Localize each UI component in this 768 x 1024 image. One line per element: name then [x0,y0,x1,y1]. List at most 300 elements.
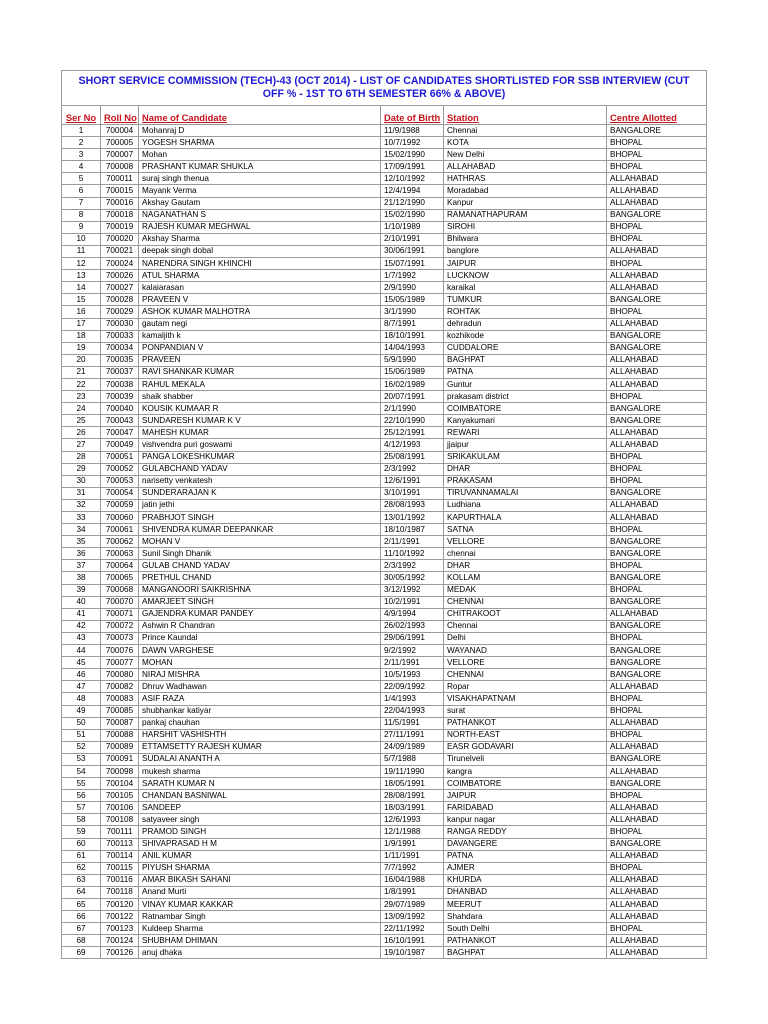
table-row [62,233,707,245]
candidate-name-cell: narisetty venkatesh [139,475,381,487]
table-row [62,620,707,632]
roll-no-cell: 700116 [101,874,139,886]
date-of-birth-cell: 11/9/1988 [381,125,444,137]
candidate-name-cell: vishvendra puri goswami [139,439,381,451]
table-row [62,245,707,257]
date-of-birth-cell: 13/01/1992 [381,512,444,524]
candidate-name-cell: Akshay Gautam [139,197,381,209]
table-row [62,415,707,427]
roll-no-cell: 700027 [101,282,139,294]
table-row [62,499,707,511]
candidate-name-cell: SHIVAPRASAD H M [139,838,381,850]
candidate-name-cell: VINAY KUMAR KAKKAR [139,899,381,911]
table-row [62,862,707,874]
table-row [62,354,707,366]
candidate-name-cell: RAJESH KUMAR MEGHWAL [139,221,381,233]
candidate-name-cell: PRAVEEN V [139,294,381,306]
date-of-birth-cell: 1/4/1993 [381,693,444,705]
centre-allotted-cell: ALLAHABAD [607,717,707,729]
station-cell: kanpur nagar [444,814,607,826]
centre-allotted-cell: BANGALORE [607,487,707,499]
roll-no-cell: 700077 [101,657,139,669]
table-row [62,669,707,681]
station-cell: SATNA [444,524,607,536]
date-of-birth-cell: 12/1/1988 [381,826,444,838]
centre-allotted-cell: BHOPAL [607,584,707,596]
centre-allotted-cell: BHOPAL [607,463,707,475]
centre-allotted-cell: BHOPAL [607,306,707,318]
date-of-birth-cell: 27/11/1991 [381,729,444,741]
roll-no-cell: 700026 [101,270,139,282]
table-row [62,524,707,536]
candidate-name-cell: Sunil Singh Dhanik [139,548,381,560]
table-row [62,947,707,959]
table-row [62,258,707,270]
column-header [101,106,139,125]
ser-no-cell: 60 [62,838,101,850]
station-cell: SRIKAKULAM [444,451,607,463]
centre-allotted-cell: BHOPAL [607,149,707,161]
station-cell: FARIDABAD [444,802,607,814]
centre-allotted-cell: ALLAHABAD [607,439,707,451]
table-row [62,149,707,161]
centre-allotted-cell: ALLAHABAD [607,608,707,620]
station-cell: PATHANKOT [444,717,607,729]
station-cell: DHAR [444,463,607,475]
roll-no-cell: 700123 [101,923,139,935]
column-header-name: Name of Candidate [142,112,227,123]
roll-no-cell: 700037 [101,366,139,378]
table-row [62,378,707,390]
ser-no-cell: 56 [62,790,101,802]
centre-allotted-cell: ALLAHABAD [607,681,707,693]
candidate-name-cell: Ratnambar Singh [139,911,381,923]
candidates-table [61,70,707,959]
candidate-name-cell: SUDALAI ANANTH A [139,753,381,765]
date-of-birth-cell: 22/11/1992 [381,923,444,935]
column-header [62,106,101,125]
ser-no-cell: 51 [62,729,101,741]
candidate-name-cell: ETTAMSETTY RAJESH KUMAR [139,741,381,753]
table-row [62,645,707,657]
station-cell: TIRUVANNAMALAI [444,487,607,499]
table-row [62,512,707,524]
header-row [62,106,707,125]
table-row [62,632,707,644]
ser-no-cell: 1 [62,125,101,137]
ser-no-cell: 42 [62,620,101,632]
station-cell: SIROHI [444,221,607,233]
date-of-birth-cell: 11/5/1991 [381,717,444,729]
ser-no-cell: 31 [62,487,101,499]
station-cell: COIMBATORE [444,778,607,790]
candidate-name-cell: AMAR BIKASH SAHANI [139,874,381,886]
roll-no-cell: 700040 [101,403,139,415]
centre-allotted-cell: BANGALORE [607,838,707,850]
table-row [62,475,707,487]
candidate-name-cell: Akshay Sharma [139,233,381,245]
roll-no-cell: 700061 [101,524,139,536]
date-of-birth-cell: 15/02/1990 [381,149,444,161]
centre-allotted-cell: ALLAHABAD [607,282,707,294]
station-cell: VELLORE [444,657,607,669]
centre-allotted-cell: BHOPAL [607,137,707,149]
station-cell: kangra [444,765,607,777]
centre-allotted-cell: BHOPAL [607,221,707,233]
ser-no-cell: 15 [62,294,101,306]
roll-no-cell: 700106 [101,802,139,814]
ser-no-cell: 12 [62,258,101,270]
table-row [62,657,707,669]
table-row [62,838,707,850]
roll-no-cell: 700028 [101,294,139,306]
candidate-name-cell: suraj singh thenua [139,173,381,185]
table-row [62,209,707,221]
table-row [62,548,707,560]
table-row [62,899,707,911]
table-row [62,608,707,620]
table-row [62,717,707,729]
centre-allotted-cell: BANGALORE [607,620,707,632]
candidate-name-cell: MOHAN [139,657,381,669]
ser-no-cell: 53 [62,753,101,765]
ser-no-cell: 62 [62,862,101,874]
roll-no-cell: 700114 [101,850,139,862]
ser-no-cell: 4 [62,161,101,173]
date-of-birth-cell: 15/06/1989 [381,366,444,378]
date-of-birth-cell: 17/09/1991 [381,161,444,173]
roll-no-cell: 700098 [101,765,139,777]
candidate-name-cell: PRAVEEN [139,354,381,366]
candidate-name-cell: Kuldeep Sharma [139,923,381,935]
station-cell: VISAKHAPATNAM [444,693,607,705]
roll-no-cell: 700005 [101,137,139,149]
candidate-name-cell: NARENDRA SINGH KHINCHI [139,258,381,270]
table-row [62,874,707,886]
ser-no-cell: 49 [62,705,101,717]
ser-no-cell: 50 [62,717,101,729]
roll-no-cell: 700065 [101,572,139,584]
centre-allotted-cell: ALLAHABAD [607,935,707,947]
centre-allotted-cell: BANGALORE [607,753,707,765]
ser-no-cell: 36 [62,548,101,560]
candidate-name-cell: RAVI SHANKAR KUMAR [139,366,381,378]
date-of-birth-cell: 15/05/1989 [381,294,444,306]
table-row [62,560,707,572]
ser-no-cell: 16 [62,306,101,318]
candidate-name-cell: MAHESH KUMAR [139,427,381,439]
candidate-name-cell: NAGANATHAN S [139,209,381,221]
roll-no-cell: 700062 [101,536,139,548]
roll-no-cell: 700011 [101,173,139,185]
centre-allotted-cell: ALLAHABAD [607,911,707,923]
ser-no-cell: 18 [62,330,101,342]
centre-allotted-cell: BANGALORE [607,294,707,306]
ser-no-cell: 22 [62,378,101,390]
centre-allotted-cell: BANGALORE [607,657,707,669]
date-of-birth-cell: 22/09/1992 [381,681,444,693]
date-of-birth-cell: 10/5/1993 [381,669,444,681]
centre-allotted-cell: ALLAHABAD [607,378,707,390]
centre-allotted-cell: ALLAHABAD [607,499,707,511]
table-row [62,391,707,403]
table-row [62,790,707,802]
centre-allotted-cell: BHOPAL [607,475,707,487]
ser-no-cell: 39 [62,584,101,596]
date-of-birth-cell: 19/10/1987 [381,947,444,959]
date-of-birth-cell: 18/10/1991 [381,330,444,342]
date-of-birth-cell: 1/9/1991 [381,838,444,850]
date-of-birth-cell: 2/11/1991 [381,536,444,548]
ser-no-cell: 46 [62,669,101,681]
date-of-birth-cell: 12/6/1991 [381,475,444,487]
candidate-name-cell: PRASHANT KUMAR SHUKLA [139,161,381,173]
candidate-name-cell: shaik shabber [139,391,381,403]
table-row [62,729,707,741]
roll-no-cell: 700088 [101,729,139,741]
candidate-name-cell: Dhruv Wadhawan [139,681,381,693]
table-row [62,403,707,415]
table-row [62,173,707,185]
station-cell: KOTA [444,137,607,149]
roll-no-cell: 700120 [101,899,139,911]
roll-no-cell: 700038 [101,378,139,390]
table-row [62,741,707,753]
table-row [62,330,707,342]
title-row [62,71,707,106]
station-cell: kozhikode [444,330,607,342]
roll-no-cell: 700118 [101,886,139,898]
column-header-centre: Centre Allotted [610,112,677,123]
roll-no-cell: 700111 [101,826,139,838]
date-of-birth-cell: 16/10/1991 [381,935,444,947]
table-row [62,306,707,318]
candidate-name-cell: MANGANOORI SAIKRISHNA [139,584,381,596]
roll-no-cell: 700024 [101,258,139,270]
table-row [62,596,707,608]
candidate-name-cell: gautam negi [139,318,381,330]
date-of-birth-cell: 2/1/1990 [381,403,444,415]
table-row [62,693,707,705]
roll-no-cell: 700021 [101,245,139,257]
ser-no-cell: 10 [62,233,101,245]
ser-no-cell: 32 [62,499,101,511]
centre-allotted-cell: ALLAHABAD [607,318,707,330]
ser-no-cell: 64 [62,886,101,898]
station-cell: PRAKASAM [444,475,607,487]
centre-allotted-cell: ALLAHABAD [607,185,707,197]
roll-no-cell: 700085 [101,705,139,717]
table-row [62,318,707,330]
roll-no-cell: 700071 [101,608,139,620]
centre-allotted-cell: ALLAHABAD [607,173,707,185]
centre-allotted-cell: BANGALORE [607,645,707,657]
date-of-birth-cell: 2/10/1991 [381,233,444,245]
centre-allotted-cell: BANGALORE [607,342,707,354]
candidate-name-cell: PRETHUL CHAND [139,572,381,584]
ser-no-cell: 61 [62,850,101,862]
station-cell: Guntur [444,378,607,390]
centre-allotted-cell: BANGALORE [607,548,707,560]
table-row [62,765,707,777]
ser-no-cell: 14 [62,282,101,294]
candidate-name-cell: CHANDAN BASNIWAL [139,790,381,802]
candidate-name-cell: NIRAJ MISHRA [139,669,381,681]
candidate-name-cell: SHIVENDRA KUMAR DEEPANKAR [139,524,381,536]
station-cell: CHENNAI [444,596,607,608]
centre-allotted-cell: ALLAHABAD [607,802,707,814]
centre-allotted-cell: BANGALORE [607,415,707,427]
roll-no-cell: 700054 [101,487,139,499]
date-of-birth-cell: 3/10/1991 [381,487,444,499]
station-cell: Ludhiana [444,499,607,511]
table-row [62,439,707,451]
date-of-birth-cell: 25/08/1991 [381,451,444,463]
candidate-name-cell: Prince Kaundal [139,632,381,644]
station-cell: Moradabad [444,185,607,197]
ser-no-cell: 40 [62,596,101,608]
station-cell: chennai [444,548,607,560]
table-row [62,705,707,717]
date-of-birth-cell: 15/07/1991 [381,258,444,270]
station-cell: Kanyakumari [444,415,607,427]
station-cell: TUMKUR [444,294,607,306]
table-row [62,850,707,862]
ser-no-cell: 19 [62,342,101,354]
table-row [62,572,707,584]
candidate-name-cell: anuj dhaka [139,947,381,959]
column-header [381,106,444,125]
candidate-name-cell: Anand Murti [139,886,381,898]
date-of-birth-cell: 3/12/1992 [381,584,444,596]
station-cell: PATHANKOT [444,935,607,947]
roll-no-cell: 700064 [101,560,139,572]
candidate-name-cell: Mohanraj D [139,125,381,137]
roll-no-cell: 700053 [101,475,139,487]
station-cell: New Delhi [444,149,607,161]
date-of-birth-cell: 18/10/1987 [381,524,444,536]
roll-no-cell: 700122 [101,911,139,923]
roll-no-cell: 700035 [101,354,139,366]
table-row [62,161,707,173]
candidate-name-cell: SHUBHAM DHIMAN [139,935,381,947]
centre-allotted-cell: ALLAHABAD [607,270,707,282]
candidate-name-cell: YOGESH SHARMA [139,137,381,149]
table-row [62,463,707,475]
roll-no-cell: 700105 [101,790,139,802]
table-row [62,342,707,354]
roll-no-cell: 700018 [101,209,139,221]
roll-no-cell: 700089 [101,741,139,753]
station-cell: REWARI [444,427,607,439]
roll-no-cell: 700126 [101,947,139,959]
ser-no-cell: 30 [62,475,101,487]
station-cell: MEDAK [444,584,607,596]
ser-no-cell: 28 [62,451,101,463]
candidate-name-cell: Mohan [139,149,381,161]
column-header-ser-no: Ser No [65,112,97,123]
candidate-name-cell: ATUL SHARMA [139,270,381,282]
date-of-birth-cell: 13/09/1992 [381,911,444,923]
roll-no-cell: 700083 [101,693,139,705]
candidate-name-cell: GULABCHAND YADAV [139,463,381,475]
table-row [62,137,707,149]
date-of-birth-cell: 5/9/1990 [381,354,444,366]
ser-no-cell: 41 [62,608,101,620]
table-row [62,778,707,790]
roll-no-cell: 700076 [101,645,139,657]
roll-no-cell: 700124 [101,935,139,947]
candidate-name-cell: jatin jethi [139,499,381,511]
table-row [62,911,707,923]
candidate-name-cell: ASHOK KUMAR MALHOTRA [139,306,381,318]
station-cell: AJMER [444,862,607,874]
centre-allotted-cell: ALLAHABAD [607,197,707,209]
station-cell: JAIPUR [444,258,607,270]
date-of-birth-cell: 2/9/1990 [381,282,444,294]
station-cell: CHENNAI [444,669,607,681]
date-of-birth-cell: 30/05/1992 [381,572,444,584]
station-cell: NORTH-EAST [444,729,607,741]
date-of-birth-cell: 1/11/1991 [381,850,444,862]
table-row [62,294,707,306]
roll-no-cell: 700060 [101,512,139,524]
table-row [62,270,707,282]
column-header [444,106,607,125]
station-cell: COIMBATORE [444,403,607,415]
column-header-roll-no: Roll No [104,112,137,123]
centre-allotted-cell: BHOPAL [607,560,707,572]
centre-allotted-cell: BANGALORE [607,596,707,608]
station-cell: prakasam district [444,391,607,403]
station-cell: dehradun [444,318,607,330]
roll-no-cell: 700104 [101,778,139,790]
candidate-name-cell: Ashwin R Chandran [139,620,381,632]
centre-allotted-cell: ALLAHABAD [607,850,707,862]
candidate-name-cell: ANIL KUMAR [139,850,381,862]
centre-allotted-cell: BANGALORE [607,669,707,681]
candidate-name-cell: SANDEEP [139,802,381,814]
table-row [62,802,707,814]
centre-allotted-cell: ALLAHABAD [607,886,707,898]
candidate-name-cell: MOHAN V [139,536,381,548]
table-row [62,886,707,898]
centre-allotted-cell: BHOPAL [607,705,707,717]
roll-no-cell: 700052 [101,463,139,475]
table-row [62,681,707,693]
station-cell: banglore [444,245,607,257]
table-row [62,197,707,209]
centre-allotted-cell: BHOPAL [607,729,707,741]
date-of-birth-cell: 16/02/1989 [381,378,444,390]
table-row [62,451,707,463]
centre-allotted-cell: ALLAHABAD [607,741,707,753]
ser-no-cell: 58 [62,814,101,826]
ser-no-cell: 37 [62,560,101,572]
ser-no-cell: 47 [62,681,101,693]
station-cell: jjaipur [444,439,607,451]
date-of-birth-cell: 12/10/1992 [381,173,444,185]
ser-no-cell: 69 [62,947,101,959]
ser-no-cell: 33 [62,512,101,524]
station-cell: BAGHPAT [444,354,607,366]
table-row [62,125,707,137]
ser-no-cell: 57 [62,802,101,814]
roll-no-cell: 700080 [101,669,139,681]
candidate-name-cell: SUNDERARAJAN K [139,487,381,499]
date-of-birth-cell: 4/9/1994 [381,608,444,620]
candidate-name-cell: PRABHJOT SINGH [139,512,381,524]
